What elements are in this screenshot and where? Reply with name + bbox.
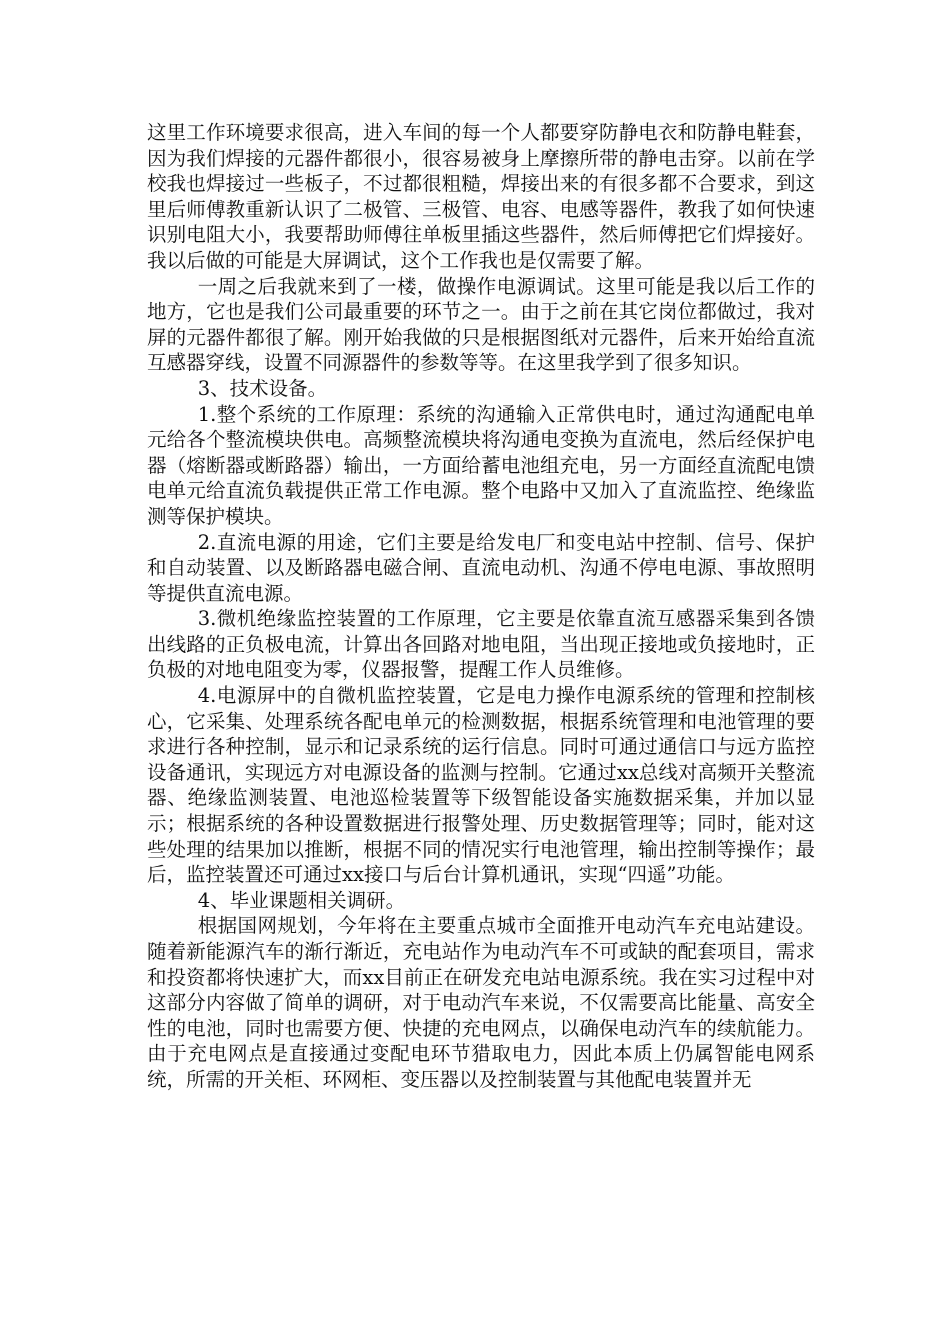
section-heading-3: 3、技术设备。 — [197, 376, 328, 400]
paragraph-1: 这里工作环境要求很高，进入车间的每一个人都要穿防静电衣和防静电鞋套，因为我们焊接的元器件都很小，很容易被身上摩擦所带的静电击穿。以前在学校我也焊接过一些板子，不过都很粗糙，焊接出来的有很多都不合要求，到这里后师傅教重新认识了二极管、三极管、电容、电感等器件，教我了如何快速识别电阻大小，我要帮助师傅往单板里插这些器件，然后师傅把它们焊接好。我以后做的可能是大屏调试，这个工作我也是仅需要了解。 — [147, 121, 815, 272]
paragraph-2: 一周之后我就来到了一楼，做操作电源调试。这里可能是我以后工作的地方，它也是我们公司最重要的环节之一。由于之前在其它岗位都做过，我对屏的元器件都很了解。刚开始我做的只是根据图纸对元器件，后来开始给直流互感器穿线，设置不同源器件的参数等等。在这里我学到了很多知识。 — [147, 274, 815, 375]
paragraph-item-2: 2.直流电源的用途，它们主要是给发电厂和变电站中控制、信号、保护和自动装置、以及断路器电磁合闸、直流电动机、沟通不停电电源、事故照明等提供直流电源。 — [147, 530, 815, 605]
paragraph-research: 根据国网规划，今年将在主要重点城市全面推开电动汽车充电站建设。随着新能源汽车的渐行渐近，充电站作为电动汽车不可或缺的配套项目，需求和投资都将快速扩大，而xx目前正在研发充电站电源系统。我在实习过程中对这部分内容做了简单的调研，对于电动汽车来说，不仅需要高比能量、高安全性的电池，同时也需要方便、快捷的充电网点，以确保电动汽车的续航能力。由于充电网点是直接通过变配电环节猎取电力，因此本质上仍属智能电网系统，所需的开关柜、环网柜、变压器以及控制装置与其他配电装置并无 — [147, 914, 815, 1091]
document-body — [147, 120, 815, 1093]
paragraph-item-3: 3.微机绝缘监控装置的工作原理，它主要是依靠直流互感器采集到各馈出线路的正负极电流，计算出各回路对地电阻，当出现正接地或负接地时，正负极的对地电阻变为零，仪器报警，提醒工作人员维修。 — [147, 607, 815, 682]
paragraph-item-1: 1.整个系统的工作原理：系统的沟通输入正常供电时，通过沟通配电单元给各个整流模块供电。高频整流模块将沟通电变换为直流电，然后经保护电器（熔断器或断路器）输出，一方面给蓄电池组充电，另一方面经直流配电馈电单元给直流负载提供正常工作电源。整个电路中又加入了直流监控、绝缘监测等保护模块。 — [147, 402, 815, 528]
paragraph-item-4: 4.电源屏中的自微机监控装置，它是电力操作电源系统的管理和控制核心，它采集、处理系统各配电单元的检测数据，根据系统管理和电池管理的要求进行各种控制，显示和记录系统的运行信息。同时可通过通信口与远方监控设备通讯，实现远方对电源设备的监测与控制。它通过xx总线对高频开关整流器、绝缘监测装置、电池巡检装置等下级智能设备实施数据采集，并加以显示；根据系统的各种设置数据进行报警处理、历史数据管理等；同时，能对这些处理的结果加以推断，根据不同的情况实行电池管理，输出控制等操作；最后，监控装置还可通过xx接口与后台计算机通讯，实现“四遥”功能。 — [147, 684, 815, 887]
section-heading-4: 4、毕业课题相关调研。 — [197, 888, 406, 912]
